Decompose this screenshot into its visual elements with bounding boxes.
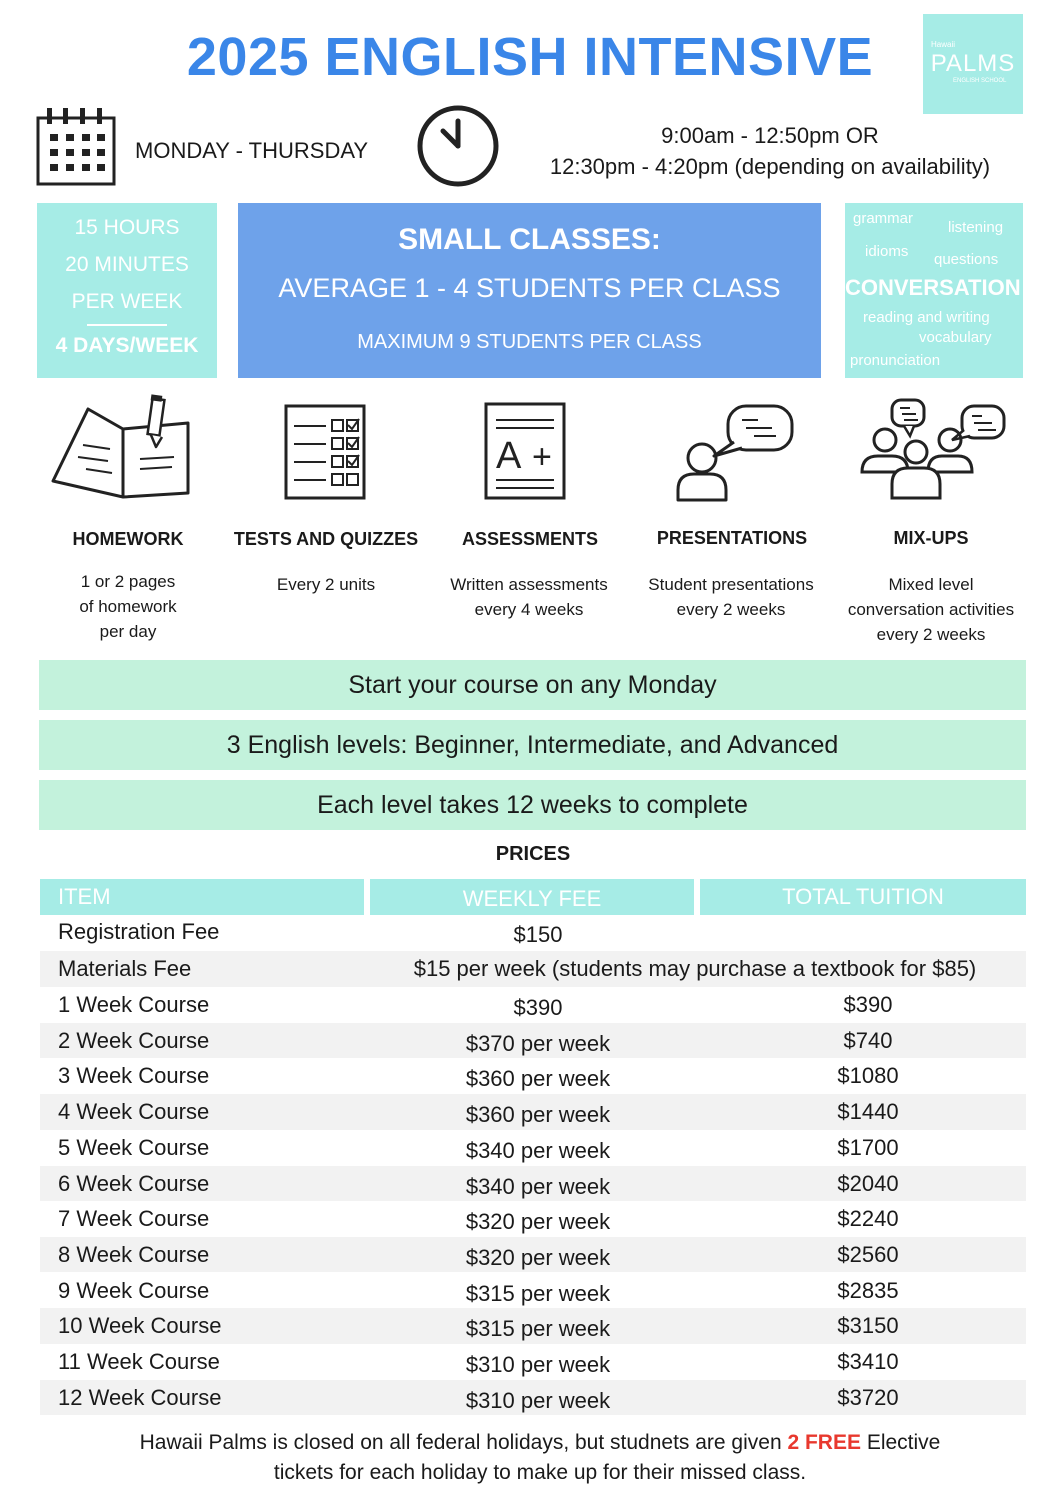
grade-paper-icon xyxy=(484,402,568,500)
course-total-tuition: $1700 xyxy=(837,1134,899,1160)
skill-listening: listening xyxy=(948,219,1004,236)
materials-item: Materials Fee xyxy=(58,956,192,981)
hours-line-3: PER WEEK xyxy=(71,290,183,313)
course-weekly-fee: $320 per week xyxy=(465,1244,611,1270)
skill-questions: questions xyxy=(934,251,999,268)
course-weekly-fee: $340 per week xyxy=(465,1173,611,1199)
class-days: MONDAY - THURSDAY xyxy=(135,138,369,163)
feature-assessments-desc xyxy=(424,572,634,622)
skill-idioms: idioms xyxy=(865,243,909,260)
banner-level-duration: Each level takes 12 weeks to complete xyxy=(39,780,1026,830)
course-total-tuition: $2040 xyxy=(837,1170,899,1196)
header-item: ITEM xyxy=(40,879,364,915)
course-weekly-fee: $315 per week xyxy=(465,1316,611,1342)
course-name: 10 Week Course xyxy=(58,1313,222,1339)
small-classes-box xyxy=(238,203,821,378)
feature-mixups-desc xyxy=(826,572,1036,647)
prices-title: PRICES xyxy=(495,843,571,865)
course-weekly-fee: $370 per week xyxy=(465,1030,611,1056)
banner-levels: 3 English levels: Beginner, Intermediate, and Advanced xyxy=(39,720,1026,770)
desc-line: Every 2 units xyxy=(276,575,376,594)
holiday-note-line-2: tickets for each holiday to make up for their missed class. xyxy=(273,1461,807,1484)
feature-presentations-desc xyxy=(626,572,836,622)
small-classes-heading: SMALL CLASSES: xyxy=(398,223,661,256)
course-name: 5 Week Course xyxy=(58,1134,210,1160)
header-weekly-fee: WEEKLY FEE xyxy=(370,879,694,915)
holiday-note-line-1 xyxy=(60,1428,1020,1458)
course-weekly-fee: $360 per week xyxy=(465,1066,611,1092)
class-times xyxy=(520,120,1020,182)
skills-word-cloud xyxy=(845,203,1023,378)
holiday-note xyxy=(60,1428,1020,1488)
desc-line: Written assessments xyxy=(450,575,608,594)
registration-fee: $150 xyxy=(513,922,563,947)
course-name: 9 Week Course xyxy=(58,1277,210,1303)
hours-box xyxy=(37,203,217,378)
course-weekly-fee: $360 per week xyxy=(465,1102,611,1128)
desc-line: conversation activities xyxy=(847,600,1015,619)
course-name: 3 Week Course xyxy=(58,1063,210,1089)
notebook-pencil-icon xyxy=(48,393,198,501)
average-class-size: AVERAGE 1 - 4 STUDENTS PER CLASS xyxy=(278,273,781,303)
svg-text:+: + xyxy=(532,438,552,476)
course-total-tuition: $2835 xyxy=(837,1277,899,1303)
hours-line-1: 15 HOURS xyxy=(74,216,180,239)
course-name: 11 Week Course xyxy=(58,1349,220,1374)
course-total-tuition: $2560 xyxy=(837,1241,899,1267)
desc-line: every 2 weeks xyxy=(876,625,986,644)
feature-tests-desc xyxy=(221,572,431,597)
page-title: 2025 ENGLISH INTENSIVE xyxy=(186,27,874,87)
course-total-tuition: $1440 xyxy=(837,1099,899,1125)
maximum-class-size: MAXIMUM 9 STUDENTS PER CLASS xyxy=(357,331,702,353)
skill-pronunciation: pronunciation xyxy=(850,352,941,369)
logo-top-text: Hawaii xyxy=(931,40,956,49)
logo-sub-text: ENGLISH SCHOOL xyxy=(953,78,1007,84)
svg-text:A: A xyxy=(496,435,522,477)
logo-main-text: PALMS xyxy=(930,50,1016,77)
holiday-text: Hawaii Palms is closed on all federal holidays, but studnets are given xyxy=(139,1431,788,1454)
course-total-tuition: $3720 xyxy=(837,1384,899,1410)
course-total-tuition: $740 xyxy=(843,1027,893,1053)
course-name: 8 Week Course xyxy=(58,1241,210,1267)
registration-item: Registration Fee xyxy=(58,919,220,944)
course-total-tuition: $390 xyxy=(843,992,893,1017)
skill-conversation: CONVERSATION xyxy=(845,275,1021,300)
speaker-bubble-icon xyxy=(672,402,796,502)
desc-line: every 4 weeks xyxy=(474,600,584,619)
desc-line: Student presentations xyxy=(648,575,814,594)
banner-start-monday: Start your course on any Monday xyxy=(39,660,1026,710)
course-name: 4 Week Course xyxy=(58,1099,210,1125)
feature-homework-title: HOMEWORK xyxy=(72,529,184,549)
course-total-tuition: $3150 xyxy=(837,1313,899,1339)
calendar-icon xyxy=(36,106,118,188)
course-total-tuition: $1080 xyxy=(837,1063,899,1089)
clock-icon xyxy=(415,103,501,189)
course-total-tuition: $2240 xyxy=(837,1206,899,1232)
course-name: 7 Week Course xyxy=(58,1206,210,1232)
free-highlight: 2 FREE xyxy=(787,1431,861,1454)
course-weekly-fee: $310 per week xyxy=(465,1352,611,1377)
desc-line: 1 or 2 pages xyxy=(80,572,176,591)
checklist-icon xyxy=(284,404,368,500)
course-name: 12 Week Course xyxy=(58,1384,222,1410)
feature-presentations-title: PRESENTATIONS xyxy=(656,528,808,548)
days-per-week: 4 DAYS/WEEK xyxy=(55,334,199,357)
course-name: 6 Week Course xyxy=(58,1170,210,1196)
skill-grammar: grammar xyxy=(853,210,914,227)
feature-homework-desc xyxy=(23,569,233,644)
hours-line-2: 20 MINUTES xyxy=(65,253,189,276)
course-weekly-fee: $310 per week xyxy=(465,1387,611,1413)
course-weekly-fee: $390 xyxy=(513,995,563,1020)
course-name: 1 Week Course xyxy=(58,992,210,1017)
desc-line: per day xyxy=(99,622,157,641)
materials-note: $15 per week (students may purchase a textbook for $85) xyxy=(413,956,977,981)
header-total-tuition: TOTAL TUITION xyxy=(700,879,1026,915)
skill-vocabulary: vocabulary xyxy=(919,329,992,346)
holiday-text: Elective xyxy=(861,1431,941,1454)
course-weekly-fee: $320 per week xyxy=(465,1209,611,1235)
feature-tests-title: TESTS AND QUIZZES xyxy=(233,529,419,549)
feature-assessments-title: ASSESSMENTS xyxy=(461,529,599,549)
desc-line: every 2 weeks xyxy=(676,600,786,619)
course-weekly-fee: $315 per week xyxy=(465,1280,611,1306)
course-total-tuition: $3410 xyxy=(837,1349,899,1374)
hours-divider xyxy=(87,324,167,326)
skill-reading-writing: reading and writing xyxy=(863,309,990,326)
time-option-1: 9:00am - 12:50pm OR xyxy=(661,123,879,148)
course-name: 2 Week Course xyxy=(58,1027,210,1053)
desc-line: of homework xyxy=(79,597,177,616)
desc-line: Mixed level xyxy=(888,575,974,594)
course-weekly-fee: $340 per week xyxy=(465,1137,611,1163)
group-chat-icon xyxy=(858,396,1008,502)
school-logo xyxy=(923,14,1023,114)
time-option-2: 12:30pm - 4:20pm (depending on availability) xyxy=(549,154,991,179)
feature-mixups-title: MIX-UPS xyxy=(893,528,969,548)
